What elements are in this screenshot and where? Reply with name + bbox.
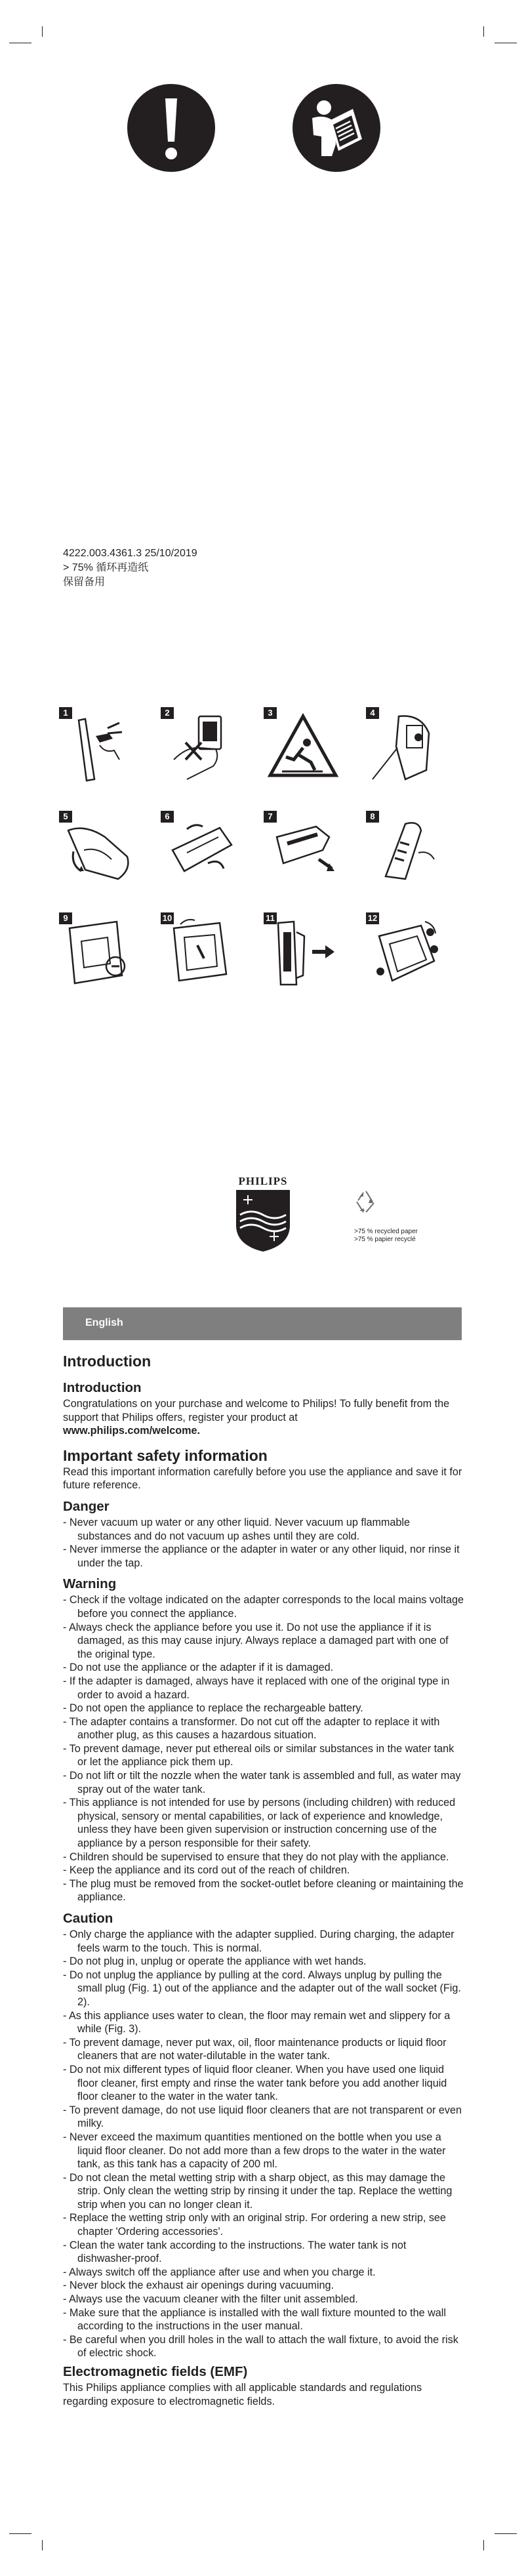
brand-name: PHILIPS [238,1175,288,1187]
intro-text: Congratulations on your purchase and welcome to Philips! To fully benefit from the support that Philips offers, register your product at www.philips.com/welcome. [63,1398,450,1437]
philips-logo [233,1174,293,1256]
intro-subheading: Introduction [63,1380,142,1395]
list-item: - Do not clean the metal wetting strip with a sharp object, as this may damage the strip. Only clean the wetting strip by rinsing it under the tap. Replace the wetting strip when you can no longer clean it. [63,2171,453,2211]
figure-label: 10 [161,912,174,924]
figure-label: 12 [366,912,379,924]
figure-11 [264,912,342,991]
figure-9 [59,912,138,991]
list-item: - If the adapter is damaged, always have it replaced with one of the original type in order to avoid a hazard. [63,1675,450,1701]
list-item: - Do not use the appliance or the adapter if it is damaged. [63,1662,334,1674]
figure-4 [366,707,445,786]
figure-label: 5 [59,811,72,823]
document-code: 4222.003.4361.3 25/10/2019 [63,548,197,559]
figure-label: 2 [161,707,174,719]
caution-heading: Caution [63,1911,113,1926]
emf-heading: Electromagnetic fields (EMF) [63,2364,248,2379]
warning-list [63,1593,464,1904]
manual-content [63,1351,464,2408]
warning-heading: Warning [63,1576,117,1592]
list-item: - To prevent damage, never put ethereal oils or similar substances in the water tank or let the appliance pick them up. [63,1742,455,1768]
list-item: - Do not open the appliance to replace the rechargeable battery. [63,1702,363,1715]
list-item: - Do not plug in, unplug or operate the appliance with wet hands. [63,1955,367,1968]
document-meta [63,546,197,590]
figure-5 [59,811,138,889]
figure-label: 1 [59,707,72,719]
list-item: - Check if the voltage indicated on the adapter corresponds to the local mains voltage before you connect the appliance. [63,1594,464,1620]
exclamation-icon [127,84,215,172]
list-item: - Do not lift or tilt the nozzle when the water tank is assembled and full, as water may spray out of the water tank. [63,1770,461,1795]
safety-heading: Important safety information [63,1446,268,1464]
list-item: - Do not unplug the appliance by pulling at the cord. Always unplug by pulling the small plug (Fig. 1) out of the appliance and the adapter out of the wall socket (Fig. 2). [63,1969,461,2008]
list-item: - Only charge the appliance with the adapter supplied. During charging, the adapter feels warm to the touch. This is normal. [63,1929,455,1954]
list-item: - As this appliance uses water to clean, the floor may remain wet and slippery for a while (Fig. 3). [63,2009,451,2035]
recycled-paper-line-en: >75 % recycled paper [354,1228,418,1235]
figure-8 [366,811,445,889]
keep-for-reference-note: 保留备用 [63,577,106,588]
figure-label: 7 [264,811,277,823]
danger-heading: Danger [63,1498,110,1514]
figure-2 [161,707,239,786]
figure-label: 8 [366,811,379,823]
list-item: - Never block the exhaust air openings during vacuuming. [63,2280,334,2292]
list-item: - Always switch off the appliance after use and when you charge it. [63,2266,376,2278]
read-manual-icon [293,84,380,172]
registration-url: www.philips.com/welcome. [63,1425,200,1437]
danger-list [63,1516,464,1570]
recycled-paper-note: > 75% 循环再造纸 [63,562,149,573]
figure-1 [59,707,138,786]
figure-label: 3 [264,707,277,719]
list-item: - Never immerse the appliance or the adapter in water or any other liquid, nor rinse it under the tap. [63,1544,460,1569]
figure-7 [264,811,342,889]
recycled-paper-text [354,1228,418,1244]
list-item: - Replace the wetting strip only with an original strip. For ordering a new strip, see chapter 'Ordering accessories'. [63,2212,446,2238]
list-item: - Never exceed the maximum quantities mentioned on the bottle when you use a liquid floor cleaner. Do not add more than a few drops to the water in the water tank, as this tank has a capacity of 200 ml. [63,2131,446,2171]
list-item: - Always check the appliance before you use it. Do not use the appliance if it is damaged, as this may cause injury. Always replace a damaged part with one of the original type. [63,1621,449,1660]
caution-list [63,1928,464,2360]
list-item: - Never vacuum up water or any other liquid. Never vacuum up flammable substances and do not vacuum up ashes until they are cold. [63,1516,411,1542]
figure-10 [161,912,239,991]
language-label: English [85,1317,123,1328]
list-item: - Keep the appliance and its cord out of the reach of children. [63,1864,350,1877]
figure-3 [264,707,342,786]
list-item: - To prevent damage, do not use liquid floor cleaners that are not transparent or even milky. [63,2104,462,2130]
list-item: - Clean the water tank according to the instructions. The water tank is not dishwasher-proof. [63,2239,407,2265]
figure-label: 6 [161,811,174,823]
safety-symbols [0,84,526,176]
emf-text: This Philips appliance complies with all applicable standards and regulations regarding exposure to electromagnetic fields. [63,2382,422,2407]
list-item: - Be careful when you drill holes in the wall to attach the wall fixture, to avoid the risk of electric shock. [63,2333,458,2360]
recycled-paper-line-fr: >75 % papier recyclé [354,1236,416,1243]
language-bar [63,1307,462,1340]
figure-12 [366,912,445,991]
intro-heading: Introduction [63,1353,152,1370]
list-item: - To prevent damage, never put wax, oil, floor maintenance products or liquid floor cleaners that are not water-dilutable in the water tank. [63,2036,447,2062]
list-item: - The plug must be removed from the socket-outlet before cleaning or maintaining the appliance. [63,1877,464,1904]
list-item: - Do not mix different types of liquid floor cleaner. When you have used one liquid floor cleaner, first empty and rinse the water tank before you add another liquid floor cleaner to the water in the water tank. [63,2063,447,2103]
figure-label: 11 [264,912,277,924]
list-item: - This appliance is not intended for use by persons (including children) with reduced physical, sensory or mental capabilities, or lack of experience and knowledge, unless they have been given supervision or instruction concerning use of the appliance by a person responsible for their safety. [63,1797,456,1850]
figure-label: 9 [59,912,72,924]
recycle-icon [353,1189,379,1218]
figure-6 [161,811,239,889]
list-item: - Make sure that the appliance is installed with the wall fixture mounted to the wall according to the instructions in the user manual. [63,2306,446,2333]
list-item: - Always use the vacuum cleaner with the filter unit assembled. [63,2293,358,2306]
list-item: - The adapter contains a transformer. Do not cut off the adapter to replace it with another plug, as this causes a hazardous situation. [63,1715,440,1742]
list-item: - Children should be supervised to ensure that they do not play with the appliance. [63,1850,449,1863]
safety-intro-text: Read this important information carefully before you use the appliance and save it for future reference. [63,1465,462,1492]
figure-label: 4 [366,707,379,719]
